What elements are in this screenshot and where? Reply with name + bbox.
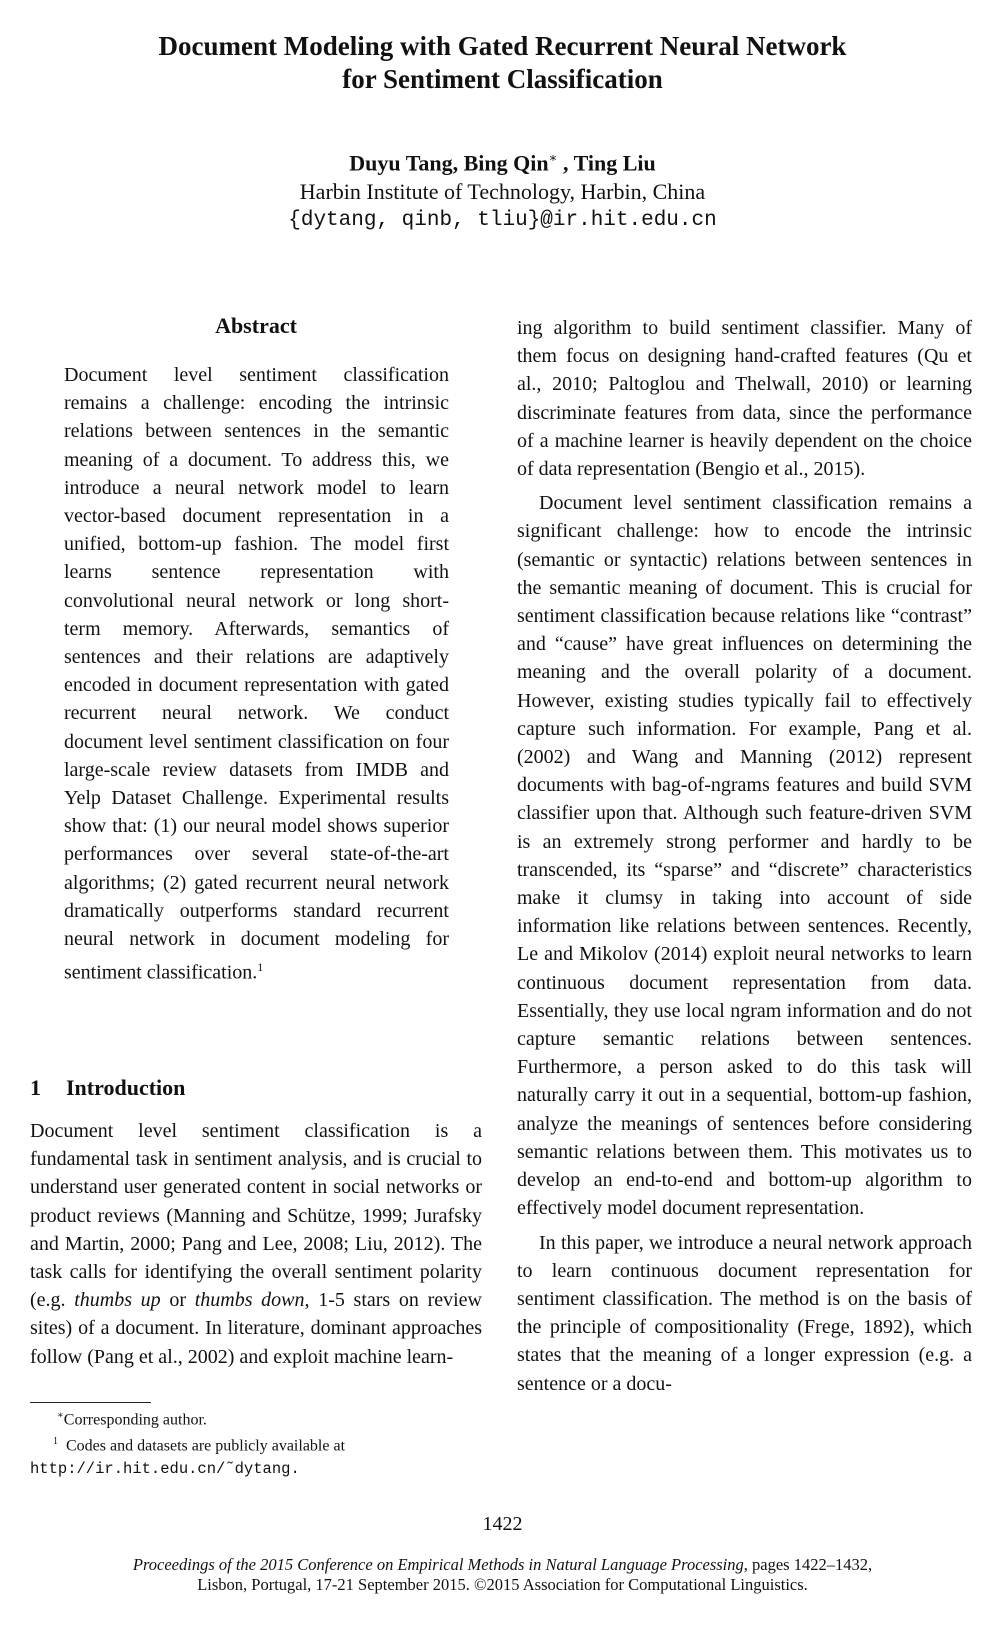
footnote-code	[30, 1431, 482, 1457]
footnote-divider	[30, 1402, 151, 1403]
right-paragraph-2: Document level sentiment classification remains a significant challenge: how to encode the intrinsic (semantic or syntactic) relations between sentences in the semantic meaning of document. This is crucial for sentiment classification because relations like “contrast” and “cause” have great influences on determining the meaning and the overall polarity of a document. However, existing studies typically fail to effectively capture such information. For example, Pang et al. (2002) and Wang and Manning (2012) represent documents with bag-of-ngrams features and build SVM classifier upon that. Although such feature-driven SVM is an extremely strong performer and hardly to be transcended, its “sparse” and “discrete” characteristics make it clumsy in taking into account of side information like relations between sentences. Recently, Le and Mikolov (2014) exploit neural networks to learn continuous document representation from data. Essentially, they use local ngram information and do not capture semantic relations between sentences. Furthermore, a person asked to do this task will naturally carry it out in a sequential, bottom-up fashion, analyze the meanings of sentences before considering semantic relations between them. This motivates us to develop an end-to-end and bottom-up algorithm to effectively model document representation.	[517, 492, 972, 1220]
introduction-paragraph	[30, 1117, 482, 1371]
section-heading-introduction	[30, 1075, 482, 1101]
venue-pages: , pages 1422–1432,	[743, 1555, 873, 1574]
intro-text-c: , 1-5 stars on review sites) of a document. In literature, dominant approaches follow (Pang et al., 2002) and exploit machine learn-	[30, 1289, 482, 1368]
footnote-mark-1: 1	[53, 1436, 58, 1448]
author-block	[60, 143, 945, 235]
footnote-corresponding	[30, 1405, 482, 1431]
abstract-heading: Abstract	[215, 313, 297, 338]
venue-name: Proceedings of the 2015 Conference on Empirical Methods in Natural Language Processing	[132, 1555, 744, 1574]
footnote-1-text: Corresponding author.	[63, 1411, 207, 1429]
right-paragraph-1: ing algorithm to build sentiment classifier. Many of them focus on designing hand-crafted features (Qu et al., 2010; Paltoglou and Thelwall, 2010) or learning discriminate features from data, since the performance of a machine learner is heavily dependent on the choice of data representation (Bengio et al., 2015).	[517, 317, 972, 481]
title-line-1: Document Modeling with Gated Recurrent Neural Network	[158, 31, 847, 61]
footnote-url-link[interactable]: http://ir.hit.edu.cn/˜dytang.	[30, 1459, 300, 1478]
section-title: Introduction	[66, 1075, 186, 1100]
authors-text: Duyu Tang, Bing Qin	[349, 150, 549, 176]
right-paragraph-3: In this paper, we introduce a neural network approach to learn continuous document representation for sentiment classification. The method is on the basis of the principle of compositionality (Frege, 1892), which states that the meaning of a longer expression (e.g. a sentence or a docu-	[517, 1231, 972, 1395]
footnote-2-text: Codes and datasets are publicly available at	[66, 1437, 346, 1455]
intro-emphasis-thumbs-down: thumbs down	[194, 1289, 305, 1312]
corresponding-mark: ∗	[548, 150, 558, 165]
footnotes	[30, 1405, 482, 1480]
authors-tail: , Ting Liu	[557, 150, 656, 176]
author-names	[60, 143, 945, 177]
title-line-2: for Sentiment Classification	[342, 64, 663, 94]
abstract-text	[64, 361, 449, 987]
abstract-footnote-mark: 1	[257, 960, 264, 975]
proceedings-footer	[40, 1555, 965, 1595]
intro-text-a: Document level sentiment classification is a fundamental task in sentiment analysis, and is crucial to understand user generated content in social networks or product reviews (Manning and Schütze, 1999; Jurafsky and Martin, 2000; Pang and Lee, 2008; Liu, 2012). The task calls for identifying the overall sentiment polarity (e.g.	[30, 1120, 482, 1312]
paper-title	[60, 30, 945, 96]
footnote-mark-star: ∗	[57, 1410, 64, 1421]
intro-text-b: or	[160, 1289, 195, 1312]
intro-emphasis-thumbs-up: thumbs up	[74, 1289, 161, 1312]
author-emails: {dytang, qinb, tliu}@ir.hit.edu.cn	[288, 209, 717, 233]
abstract-paragraph: Document level sentiment classification remains a challenge: encoding the intrinsic relations between sentences in the semantic meaning of a document. To address this, we introduce a neural network model to learn vector-based document representation in a unified, bottom-up fashion. The model first learns sentence representation with convolutional neural network or long short-term memory. Afterwards, semantics of sentences and their relations are adaptively encoded in document representation with gated recurrent neural network. We conduct document level sentiment classification on four large-scale review datasets from IMDB and Yelp Dataset Challenge. Experimental results show that: (1) our neural model shows superior performances over several state-of-the-art algorithms; (2) gated recurrent neural network dramatically outperforms standard recurrent neural network in document modeling for sentiment classification.	[64, 364, 449, 984]
proceedings-line-1	[40, 1555, 965, 1575]
page-number: 1422	[482, 1513, 523, 1535]
right-column	[517, 314, 972, 1398]
proceedings-line-2: Lisbon, Portugal, 17-21 September 2015. ©2015 Association for Computational Linguistics.	[197, 1575, 808, 1594]
affiliation: Harbin Institute of Technology, Harbin, China	[299, 179, 706, 205]
section-number: 1	[30, 1075, 41, 1100]
